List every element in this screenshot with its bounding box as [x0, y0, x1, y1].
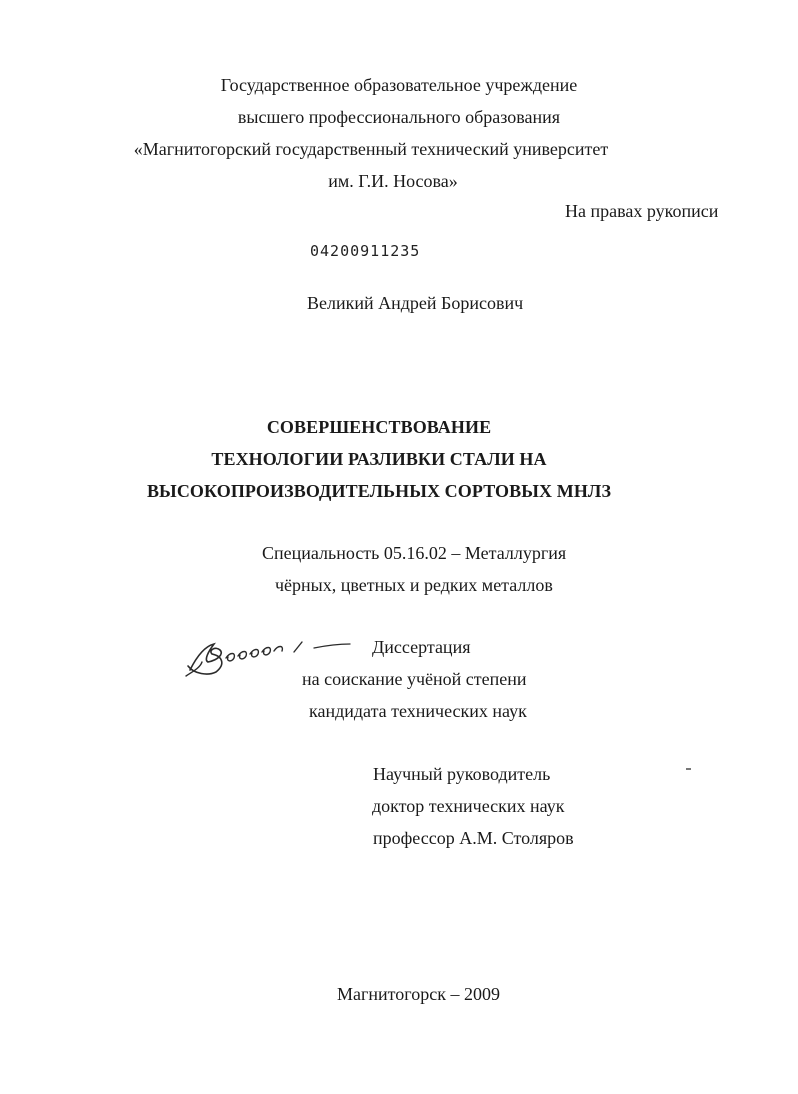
specialty-line-1: Специальность 05.16.02 – Металлургия [262, 543, 567, 563]
supervisor-line-1: Научный руководитель [373, 764, 551, 784]
place-year: Магнитогорск – 2009 [337, 984, 500, 1004]
title-line-3: ВЫСОКОПРОИЗВОДИТЕЛЬНЫХ СОРТОВЫХ МНЛЗ [146, 481, 612, 501]
institution-line-1: Государственное образовательное учреждение [220, 75, 578, 95]
catalog-number: 04200911235 [310, 242, 421, 260]
degree-line-3: кандидата технических наук [309, 701, 527, 721]
scan-speck [686, 768, 691, 770]
title-line-1: СОВЕРШЕНСТВОВАНИЕ [266, 417, 492, 437]
institution-line-3: «Магнитогорский государственный технический университет [133, 139, 609, 159]
institution-line-2: высшего профессионального образования [237, 107, 561, 127]
specialty-line-2: чёрных, цветных и редких металлов [275, 575, 553, 595]
manuscript-note: На правах рукописи [565, 201, 719, 221]
title-line-2: ТЕХНОЛОГИИ РАЗЛИВКИ СТАЛИ НА [211, 449, 547, 469]
degree-line-2: на соискание учёной степени [302, 669, 527, 689]
institution-line-4: им. Г.И. Носова» [328, 171, 458, 191]
supervisor-line-3: профессор А.М. Столяров [373, 828, 574, 848]
degree-line-1: Диссертация [372, 637, 471, 657]
supervisor-line-2: доктор технических наук [372, 796, 565, 816]
author-name: Великий Андрей Борисович [307, 293, 524, 313]
